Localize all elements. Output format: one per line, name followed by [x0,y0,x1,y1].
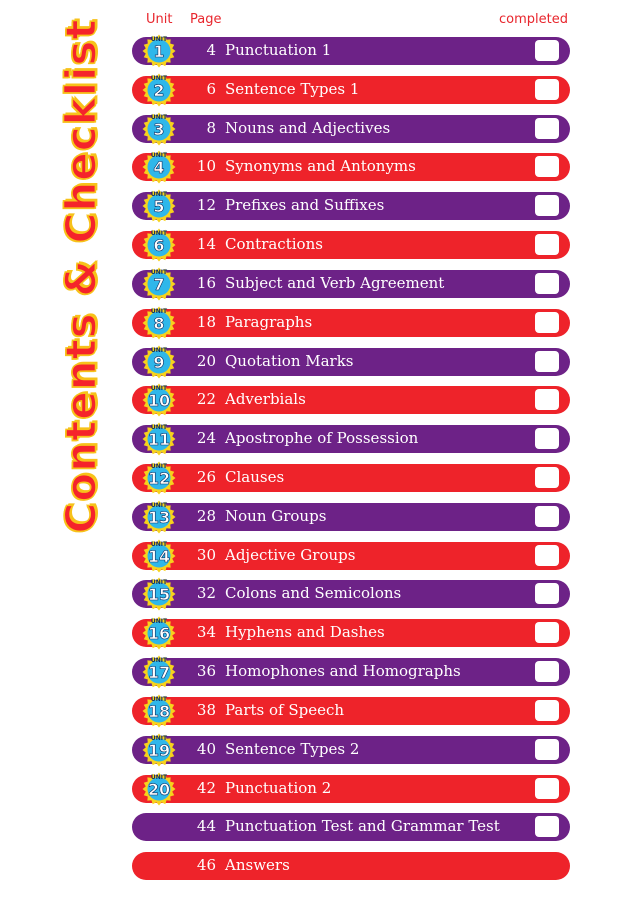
unit-badge-tag: UNIT [150,579,168,586]
contents-row [132,309,570,337]
unit-number: 9 [153,353,165,372]
contents-row [132,76,570,104]
unit-badge-tag: UNIT [150,191,168,198]
page-number: 16 [196,274,216,292]
unit-badge-tag: UNIT [150,696,168,703]
unit-badge-tag: UNIT [150,269,168,276]
contents-row [132,542,570,570]
unit-badge-tag: UNIT [150,230,168,237]
completed-checkbox[interactable] [535,778,559,799]
unit-number: 10 [147,391,171,410]
page-number: 12 [196,196,216,214]
page-title [36,18,126,534]
page-number: 42 [196,779,216,797]
unit-number: 8 [153,314,165,333]
contents-row [132,425,570,453]
completed-checkbox[interactable] [535,467,559,488]
unit-badge-tag: UNIT [150,114,168,121]
contents-row [132,658,570,686]
unit-badge [142,461,176,495]
page-number: 26 [196,468,216,486]
unit-title: Sentence Types 1 [225,80,360,98]
unit-badge-tag: UNIT [150,308,168,315]
unit-badge [142,73,176,107]
completed-checkbox[interactable] [535,739,559,760]
page-number: 14 [196,235,216,253]
unit-badge-tag: UNIT [150,75,168,82]
page-number: 22 [196,390,216,408]
unit-number: 3 [153,120,165,139]
unit-number: 15 [147,585,171,604]
unit-badge [142,34,176,68]
page-number: 28 [196,507,216,525]
unit-number: 2 [153,81,165,100]
contents-row [132,37,570,65]
completed-checkbox[interactable] [535,700,559,721]
completed-checkbox[interactable] [535,816,559,837]
unit-title: Nouns and Adjectives [225,119,391,137]
unit-title: Adjective Groups [225,546,356,564]
contents-row [132,736,570,764]
unit-title: Sentence Types 2 [225,740,360,758]
unit-badge-tag: UNIT [150,657,168,664]
unit-badge [142,616,176,650]
completed-checkbox[interactable] [535,156,559,177]
unit-badge-tag: UNIT [150,735,168,742]
unit-badge-tag: UNIT [150,618,168,625]
page-title-text: Contents & Checklist [56,18,106,534]
unit-badge [142,577,176,611]
unit-number: 19 [147,741,171,760]
contents-row [132,697,570,725]
contents-row [132,231,570,259]
contents-row [132,115,570,143]
contents-row [132,270,570,298]
contents-row [132,619,570,647]
unit-badge-tag: UNIT [150,502,168,509]
unit-badge [142,655,176,689]
unit-number: 11 [147,430,171,449]
completed-checkbox[interactable] [535,351,559,372]
unit-title: Quotation Marks [225,352,354,370]
unit-title: Subject and Verb Agreement [225,274,445,292]
page-number: 44 [196,817,216,835]
unit-column-header: Unit [146,12,173,27]
unit-title: Punctuation 1 [225,41,332,59]
contents-row [132,775,570,803]
unit-title: Contractions [225,235,323,253]
unit-number: 14 [147,547,171,566]
unit-title: Adverbials [225,390,306,408]
page-number: 30 [196,546,216,564]
unit-badge [142,422,176,456]
unit-number: 1 [153,42,165,61]
unit-badge [142,383,176,417]
unit-badge [142,189,176,223]
unit-number: 20 [147,780,171,799]
completed-checkbox[interactable] [535,234,559,255]
unit-title: Answers [225,856,290,874]
page-number: 46 [196,856,216,874]
unit-title: Punctuation Test and Grammar Test [225,817,500,835]
unit-number: 16 [147,624,171,643]
unit-title: Homophones and Homographs [225,662,461,680]
unit-number: 4 [153,158,165,177]
unit-badge [142,228,176,262]
page-number: 20 [196,352,216,370]
completed-checkbox[interactable] [535,545,559,566]
completed-checkbox[interactable] [535,583,559,604]
unit-title: Clauses [225,468,285,486]
unit-title: Punctuation 2 [225,779,332,797]
page-number: 6 [206,80,216,98]
completed-checkbox[interactable] [535,79,559,100]
contents-row [132,852,570,880]
unit-title: Parts of Speech [225,701,345,719]
completed-checkbox[interactable] [535,661,559,682]
contents-row [132,464,570,492]
completed-checkbox[interactable] [535,389,559,410]
unit-badge-tag: UNIT [150,36,168,43]
page-number: 32 [196,584,216,602]
unit-badge-tag: UNIT [150,463,168,470]
page-number: 24 [196,429,216,447]
contents-row [132,813,570,841]
page-number: 4 [206,41,216,59]
unit-title: Synonyms and Antonyms [225,157,416,175]
unit-number: 6 [153,236,165,255]
unit-title: Hyphens and Dashes [225,623,385,641]
completed-checkbox[interactable] [535,506,559,527]
unit-badge-tag: UNIT [150,152,168,159]
unit-badge [142,345,176,379]
contents-row [132,503,570,531]
completed-checkbox[interactable] [535,118,559,139]
unit-number: 7 [153,275,165,294]
unit-number: 18 [147,702,171,721]
unit-badge [142,150,176,184]
completed-checkbox[interactable] [535,622,559,643]
contents-row [132,348,570,376]
unit-title: Apostrophe of Possession [225,429,419,447]
unit-number: 12 [147,469,171,488]
page-number: 10 [196,157,216,175]
unit-badge-tag: UNIT [150,385,168,392]
unit-badge [142,772,176,806]
unit-badge [142,306,176,340]
contents-row [132,580,570,608]
unit-badge-tag: UNIT [150,424,168,431]
completed-checkbox[interactable] [535,273,559,294]
contents-row [132,386,570,414]
page-number: 8 [206,119,216,137]
unit-badge-tag: UNIT [150,347,168,354]
completed-checkbox[interactable] [535,428,559,449]
page-number: 18 [196,313,216,331]
page-number: 36 [196,662,216,680]
page-number: 38 [196,701,216,719]
unit-number: 13 [147,508,171,527]
unit-number: 5 [153,197,165,216]
unit-badge [142,112,176,146]
unit-badge [142,267,176,301]
unit-badge [142,733,176,767]
completed-checkbox[interactable] [535,40,559,61]
completed-column-header: completed [499,12,568,27]
unit-badge-tag: UNIT [150,774,168,781]
page-number: 34 [196,623,216,641]
contents-row [132,153,570,181]
unit-badge [142,500,176,534]
unit-title: Colons and Semicolons [225,584,402,602]
completed-checkbox[interactable] [535,195,559,216]
page-number: 40 [196,740,216,758]
unit-badge [142,694,176,728]
contents-row [132,192,570,220]
unit-number: 17 [147,663,171,682]
unit-badge-tag: UNIT [150,541,168,548]
completed-checkbox[interactable] [535,312,559,333]
unit-title: Prefixes and Suffixes [225,196,385,214]
page-column-header: Page [190,12,222,27]
unit-title: Paragraphs [225,313,313,331]
unit-title: Noun Groups [225,507,327,525]
unit-badge [142,539,176,573]
